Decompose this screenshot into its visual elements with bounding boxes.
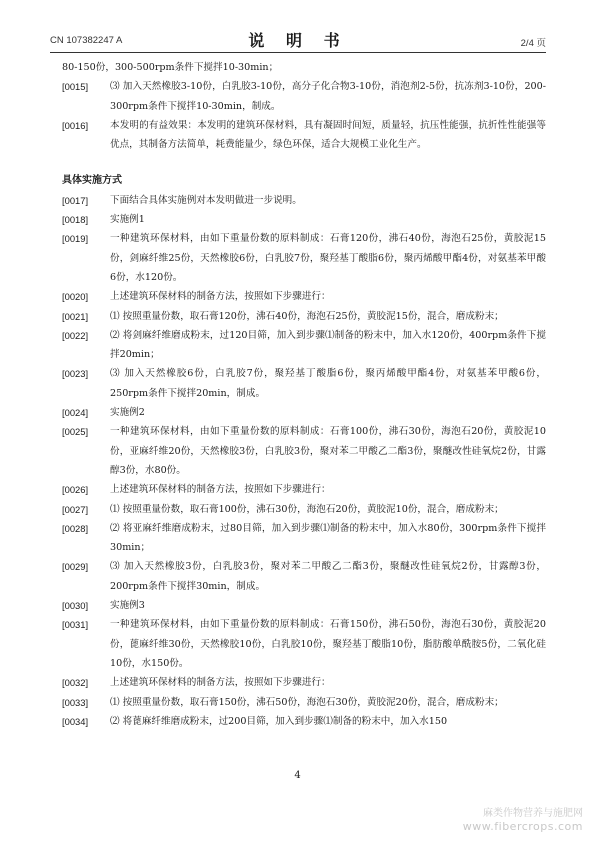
paragraph-0018 <box>62 210 546 229</box>
section-heading: 具体实施方式 <box>62 175 122 187</box>
paragraph-text: ⑶ 加入天然橡胶3-10份，白乳胶3-10份，高分子化合物3-10份，消泡剂2-5份，抗冻剂3-10份，200-300rpm条件下搅拌10-30min，制成。 <box>110 81 546 112</box>
paragraph-tag: [0024] <box>62 407 89 419</box>
paragraph-tag: [0033] <box>62 696 89 708</box>
paragraph-tag: [0023] <box>62 368 89 380</box>
paragraph-text: ⑴ 按照重量份数，取石膏100份，沸石30份，海泡石20份，黄胶泥10份，混合，磨成粉末； <box>110 503 504 515</box>
paragraph-text: 一种建筑环保材料，由如下重量份数的原料制成：石膏100份，沸石30份，海泡石20份，黄胶泥10份，亚麻纤维20份，天然橡胶3份，白乳胶3份，聚对苯二甲酸乙二酯3份，聚醚改性硅氧烷2份，甘露醇3份，水80份。 <box>110 426 546 476</box>
paragraph-tag: [0022] <box>62 329 89 341</box>
paragraph-text: ⑵ 将亚麻纤维磨成粉末，过80目筛，加入到步骤⑴制备的粉末中，加入水80份，300rpm条件下搅拌30min； <box>110 522 546 554</box>
paragraph-0017 <box>62 191 546 210</box>
paragraph-0020 <box>62 287 546 306</box>
page-number: 4 <box>294 770 301 781</box>
paragraph-text: 一种建筑环保材料，由如下重量份数的原料制成：石膏120份，沸石40份，海泡石25份，黄胶泥15份，剑麻纤维25份，天然橡胶6份，白乳胶7份，聚羟基丁酸脂6份，聚丙烯酸甲酯4份，对氨基苯甲酸6份，水120份。 <box>110 233 546 283</box>
paragraph-text: ⑴ 按照重量份数，取石膏120份，沸石40份，海泡石25份，黄胶泥15份，混合，磨成粉末； <box>110 310 504 322</box>
paragraph-tag: [0018] <box>62 214 89 226</box>
paragraph-0034 <box>62 712 546 731</box>
paragraph-text: 上述建筑环保材料的制备方法，按照如下步骤进行： <box>110 677 331 689</box>
paragraph-0032 <box>62 673 546 692</box>
paragraph-text: 实施例2 <box>110 407 145 419</box>
page-header <box>50 22 546 48</box>
paragraph-0016 <box>62 116 546 155</box>
paragraph-0022 <box>62 326 546 365</box>
paragraph-0030 <box>62 596 546 615</box>
paragraph-text: 80-150份，300-500rpm条件下搅拌10-30min； <box>62 62 279 73</box>
paragraph-0025 <box>62 422 546 480</box>
paragraph-tag: [0026] <box>62 484 89 496</box>
watermark <box>463 807 583 833</box>
paragraph-tag: [0021] <box>62 310 89 322</box>
paragraph-tag: [0031] <box>62 619 89 631</box>
paragraph-0027 <box>62 500 546 519</box>
paragraph-text: 实施例3 <box>110 600 145 612</box>
paragraph-text: 本发明的有益效果：本发明的建筑环保材料，具有凝固时间短，质量轻，抗压性能强，抗折性性能强等优点，其制备方法简单，耗费能量少，绿色环保，适合大规模工业化生产。 <box>110 119 546 151</box>
document-body <box>62 58 546 731</box>
paragraph-0029 <box>62 557 546 596</box>
page-indicator: 2/4 页 <box>520 38 546 49</box>
paragraph-tag: [0019] <box>62 233 89 245</box>
paragraph-text: ⑶ 加入天然橡胶3份，白乳胶3份，聚对苯二甲酸乙二酯3份，聚醚改性硅氧烷2份，甘露醇3份，200rpm条件下搅拌30min，制成。 <box>110 561 546 592</box>
paragraph-0019 <box>62 229 546 287</box>
continuation-paragraph <box>62 58 546 77</box>
paragraph-0031 <box>62 615 546 673</box>
paragraph-tag: [0029] <box>62 561 89 573</box>
paragraph-tag: [0027] <box>62 503 89 515</box>
paragraph-tag: [0028] <box>62 522 89 534</box>
paragraph-text: 下面结合具体实施例对本发明做进一步说明。 <box>110 194 302 206</box>
paragraph-0033 <box>62 693 546 712</box>
paragraph-tag: [0016] <box>62 119 89 131</box>
paragraph-tag: [0025] <box>62 426 89 438</box>
paragraph-0028 <box>62 519 546 558</box>
paragraph-0026 <box>62 480 546 499</box>
paragraph-text: ⑵ 将蓖麻纤维磨成粉末，过200目筛，加入到步骤⑴制备的粉末中，加入水150 <box>110 715 448 727</box>
patent-number: CN 107382247 A <box>50 35 123 46</box>
paragraph-0024 <box>62 403 546 422</box>
paragraph-text: 一种建筑环保材料，由如下重量份数的原料制成：石膏150份，沸石50份，海泡石30份，黄胶泥20份，蓖麻纤维30份，天然橡胶10份，白乳胶10份，聚羟基丁酸脂10份，脂肪酸单酰胺5份，二氧化硅10份，水150份。 <box>110 619 546 669</box>
paragraph-tag: [0020] <box>62 291 89 303</box>
paragraph-text: ⑵ 将剑麻纤维磨成粉末，过120目筛，加入到步骤⑴制备的粉末中，加入水120份，400rpm条件下搅拌20min； <box>110 329 546 361</box>
document-title: 说 明 书 <box>248 31 348 50</box>
paragraph-tag: [0030] <box>62 600 89 612</box>
paragraph-tag: [0015] <box>62 81 89 93</box>
paragraph-0023 <box>62 364 546 403</box>
paragraph-tag: [0034] <box>62 715 89 727</box>
paragraph-text: 上述建筑环保材料的制备方法，按照如下步骤进行： <box>110 484 331 496</box>
watermark-title: 麻类作物营养与施肥网 <box>483 808 583 819</box>
header-rule <box>50 52 546 53</box>
paragraph-tag: [0017] <box>62 194 89 206</box>
paragraph-list <box>62 191 546 731</box>
paragraph-tag: [0032] <box>62 677 89 689</box>
paragraph-text: 实施例1 <box>110 214 145 226</box>
paragraph-text: ⑶ 加入天然橡胶6份，白乳胶7份，聚羟基丁酸脂6份，聚丙烯酸甲酯4份，对氨基苯甲酸6份，250rpm条件下搅拌20min，制成。 <box>110 368 546 399</box>
paragraph-text: ⑴ 按照重量份数，取石膏150份，沸石50份，海泡石30份，黄胶泥20份，混合，磨成粉末； <box>110 696 504 708</box>
paragraph-0015 <box>62 77 546 116</box>
paragraph-0021 <box>62 307 546 326</box>
watermark-url: www.fibercrops.com <box>462 820 583 833</box>
paragraph-text: 上述建筑环保材料的制备方法，按照如下步骤进行： <box>110 291 331 303</box>
